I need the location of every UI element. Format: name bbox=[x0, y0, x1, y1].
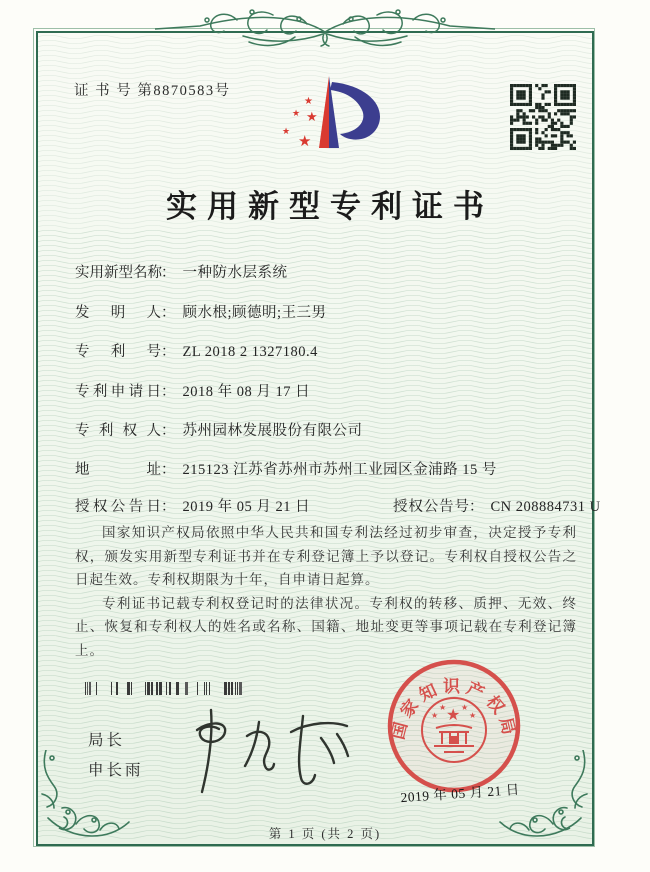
top-flourish-ornament bbox=[155, 2, 495, 56]
field-patent-number bbox=[75, 340, 318, 361]
field-label: 专利号 bbox=[75, 344, 161, 360]
cnipa-round-seal-icon bbox=[384, 656, 524, 796]
director-block bbox=[88, 726, 144, 786]
field-value: ZL 2018 2 1327180.4 bbox=[182, 344, 318, 360]
star-icon: ★ bbox=[431, 711, 439, 720]
certificate-number: 证 书 号 第8870583号 bbox=[74, 83, 231, 99]
field-value: CN 208884731 U bbox=[490, 499, 601, 515]
grant-number-group bbox=[393, 495, 601, 516]
field-inventors bbox=[75, 301, 327, 322]
cnipa-patent-logo-icon bbox=[266, 74, 396, 184]
field-colon: ： bbox=[161, 499, 176, 515]
field-utility-model-name bbox=[75, 261, 288, 282]
star-icon: ★ bbox=[298, 134, 312, 150]
field-label: 发明人 bbox=[75, 305, 161, 321]
field-value: 一种防水层系统 bbox=[182, 265, 288, 281]
field-value: 2019 年 05 月 21 日 bbox=[182, 499, 311, 515]
field-patentee bbox=[75, 419, 363, 440]
barcode-icon bbox=[85, 682, 247, 695]
field-application-date bbox=[75, 380, 310, 401]
field-value: 苏州园林发展股份有限公司 bbox=[182, 423, 363, 439]
star-icon: ★ bbox=[292, 108, 301, 118]
field-label: 实用新型名称 bbox=[75, 265, 162, 281]
field-label: 专利申请日 bbox=[75, 384, 161, 400]
field-grant-row bbox=[75, 495, 601, 516]
field-value: 2018 年 08 月 17 日 bbox=[182, 384, 311, 400]
star-icon: ★ bbox=[306, 109, 318, 124]
field-label: 地址 bbox=[75, 462, 161, 478]
page-number: 第 1 页 (共 2 页) bbox=[268, 827, 382, 841]
field-colon: ： bbox=[161, 384, 176, 400]
legal-text-block bbox=[75, 521, 577, 662]
certificate-title: 实用新型专利证书 bbox=[166, 189, 494, 224]
star-icon: ★ bbox=[446, 707, 461, 724]
director-signature-icon bbox=[175, 696, 353, 800]
star-icon: ★ bbox=[469, 711, 477, 720]
field-value: 顾水根;顾德明;王三男 bbox=[182, 305, 327, 321]
qr-code-icon bbox=[510, 84, 576, 150]
star-icon: ★ bbox=[304, 96, 313, 107]
field-value: 215123 江苏省苏州市苏州工业园区金浦路 15 号 bbox=[182, 462, 497, 478]
grant-date-group bbox=[75, 499, 310, 515]
field-label: 授权公告号 bbox=[393, 499, 469, 515]
field-label: 专利权人 bbox=[75, 423, 161, 439]
star-icon: ★ bbox=[439, 703, 447, 712]
seal-date: 2019 年 05 月 21 日 bbox=[400, 781, 521, 806]
field-colon: ： bbox=[161, 462, 176, 478]
legal-paragraph-2: 专利证书记载专利权登记时的法律状况。专利权的转移、质押、无效、终止、恢复和专利权人的姓名或名称、国籍、地址变更等事项记载在专利登记簿上。 bbox=[75, 595, 577, 658]
field-label: 授权公告日 bbox=[75, 499, 161, 515]
field-colon: ： bbox=[161, 344, 176, 360]
star-icon: ★ bbox=[461, 703, 469, 712]
legal-paragraph-1: 国家知识产权局依照中华人民共和国专利法经过初步审查，决定授予专利权，颁发实用新型专利证书并在专利登记簿上予以登记。专利权自授权公告之日起生效。专利权期限为十年，自申请日起算。 bbox=[75, 525, 577, 587]
field-colon: ： bbox=[161, 305, 176, 321]
field-address bbox=[75, 458, 497, 479]
director-title: 局长 bbox=[88, 732, 126, 749]
field-colon: ： bbox=[469, 499, 484, 515]
seal-ring-text: 国家知识产权局 bbox=[388, 676, 520, 742]
director-name: 申长雨 bbox=[88, 762, 144, 779]
star-icon: ★ bbox=[282, 126, 291, 136]
field-colon: ： bbox=[161, 423, 176, 439]
field-colon: ： bbox=[161, 265, 176, 281]
